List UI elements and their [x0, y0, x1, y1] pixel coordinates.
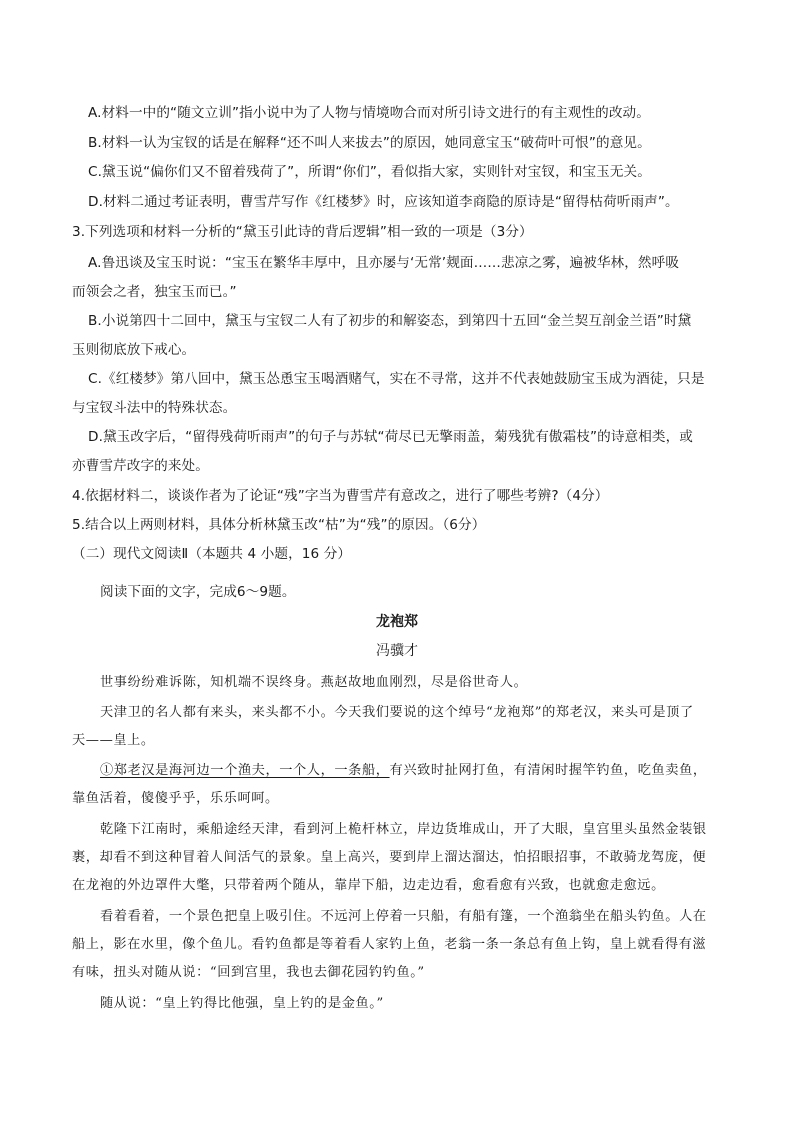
story-paragraph-4-line1: 乾隆下江南时，乘船途经天津，看到河上桅杆林立，岸边货堆成山，开了大眼，皇宫里头虽然金装银: [100, 822, 707, 837]
story-paragraph-3-rest: 有兴致时扯网打鱼，有清闲时握竿钓鱼，吃鱼卖鱼，: [389, 763, 707, 778]
underlined-sentence-1: ①郑老汉是海河边一个渔夫，一个人，一条船，: [100, 763, 390, 778]
story-paragraph-2-line1: 天津卫的名人都有来头，来头都不小。今天我们要说的这个绰号“龙袍郑”的郑老汉，来头可是顶了: [100, 705, 694, 720]
q3-option-b-line1: B.小说第四十二回中，黛玉与宝钗二人有了初步的和解姿态，到第四十五回“金兰契互剖金兰语”时黛: [88, 313, 692, 329]
q3-option-c-line2: 与宝钗斗法中的特殊状态。: [72, 400, 237, 416]
story-author: 冯骥才: [376, 643, 418, 659]
story-paragraph-3-line1: [100, 761, 707, 781]
q3-option-b-line2: 玉则彻底放下戒心。: [72, 342, 196, 358]
q2-option-a: A.材料一中的“随文立训”指小说中为了人物与情境吻合而对所引诗文进行的有主观性的改动。: [88, 105, 650, 121]
story-paragraph-4-line2: 裹，却看不到这种冒着人间活气的景象。皇上高兴，要到岸上溜达溜达，怕招眼招事，不敢骑龙驾庞，便: [72, 850, 707, 865]
q3-option-d-line2: 亦曹雪芹改字的来处。: [72, 458, 209, 474]
q2-option-d: D.材料二通过考证表明，曹雪芹写作《红楼梦》时，应该知道李商隐的原诗是“留得枯荷听雨声”。: [88, 194, 679, 210]
q4: 4.依据材料二，谈谈作者为了论证“残”字当为曹雪芹有意改之，进行了哪些考辨?（4分）: [72, 488, 609, 504]
q3-option-d-line1: D.黛玉改字后，“留得残荷听雨声”的句子与苏轼“荷尽已无擎雨盖，菊残犹有傲霜枝”的诗意相类，或: [88, 429, 693, 445]
story-paragraph-6: 随从说：“皇上钓得比他强，皇上钓的是金鱼。”: [100, 996, 384, 1011]
story-paragraph-3-line2: 靠鱼活着，傻傻乎乎，乐乐呵呵。: [72, 791, 279, 806]
story-paragraph-5-line1: 看着看着，一个景色把皇上吸引住。不远河上停着一只船，有船有篷，一个渔翁坐在船头钓鱼。人在: [100, 909, 707, 924]
story-paragraph-2-line2: 天——皇上。: [72, 733, 155, 748]
q2-option-b: B.材料一认为宝钗的话是在解释“还不叫人来拔去”的原因，她同意宝玉“破荷叶可恨”的意见。: [88, 135, 651, 151]
section-header: （二）现代文阅读Ⅱ（本题共 4 小题，16 分）: [72, 546, 352, 562]
q3-option-a-line1: A.鲁迅谈及宝玉时说：“宝玉在繁华丰厚中，且亦屡与‘无常’觌面……悲凉之雾，遍被华林，然呼吸: [88, 255, 680, 271]
story-paragraph-4-line3: 在龙袍的外边罩件大氅，只带着两个随从，靠岸下船，边走边看，愈看愈有兴致，也就愈走愈远。: [72, 878, 665, 893]
q3-stem: 3.下列选项和材料一分析的“黛玉引此诗的背后逻辑”相一致的一项是（3分）: [72, 224, 533, 240]
q2-option-c: C.黛玉说“偏你们又不留着残荷了”，所谓“你们”，看似指大家，实则针对宝钗，和宝玉无关。: [88, 164, 651, 180]
q5: 5.结合以上两则材料，具体分析林黛玉改“枯”为“残”的原因。（6分）: [72, 517, 486, 533]
story-paragraph-5-line2: 船上，影在水里，像个鱼儿。看钓鱼都是等着看人家钓上鱼，老翁一条一条总有鱼上钩，皇上就看得有滋: [72, 937, 707, 952]
section-instruction: 阅读下面的文字，完成6～9题。: [100, 584, 296, 600]
story-title: 龙袍郑: [376, 614, 418, 630]
q3-option-c-line1: C.《红楼梦》第八回中，黛玉怂恿宝玉喝酒赌气，实在不寻常，这并不代表她鼓励宝玉成为酒徒，只是: [88, 371, 705, 387]
story-paragraph-5-line3: 有味，扭头对随从说：“回到宫里，我也去御花园钓钓鱼。”: [72, 965, 425, 980]
story-paragraph-1: 世事纷纷难诉陈，知机端不误终身。燕赵故地血刚烈，尽是俗世奇人。: [100, 675, 528, 690]
q3-option-a-line2: 而领会之者，独宝玉而已。”: [72, 284, 237, 300]
